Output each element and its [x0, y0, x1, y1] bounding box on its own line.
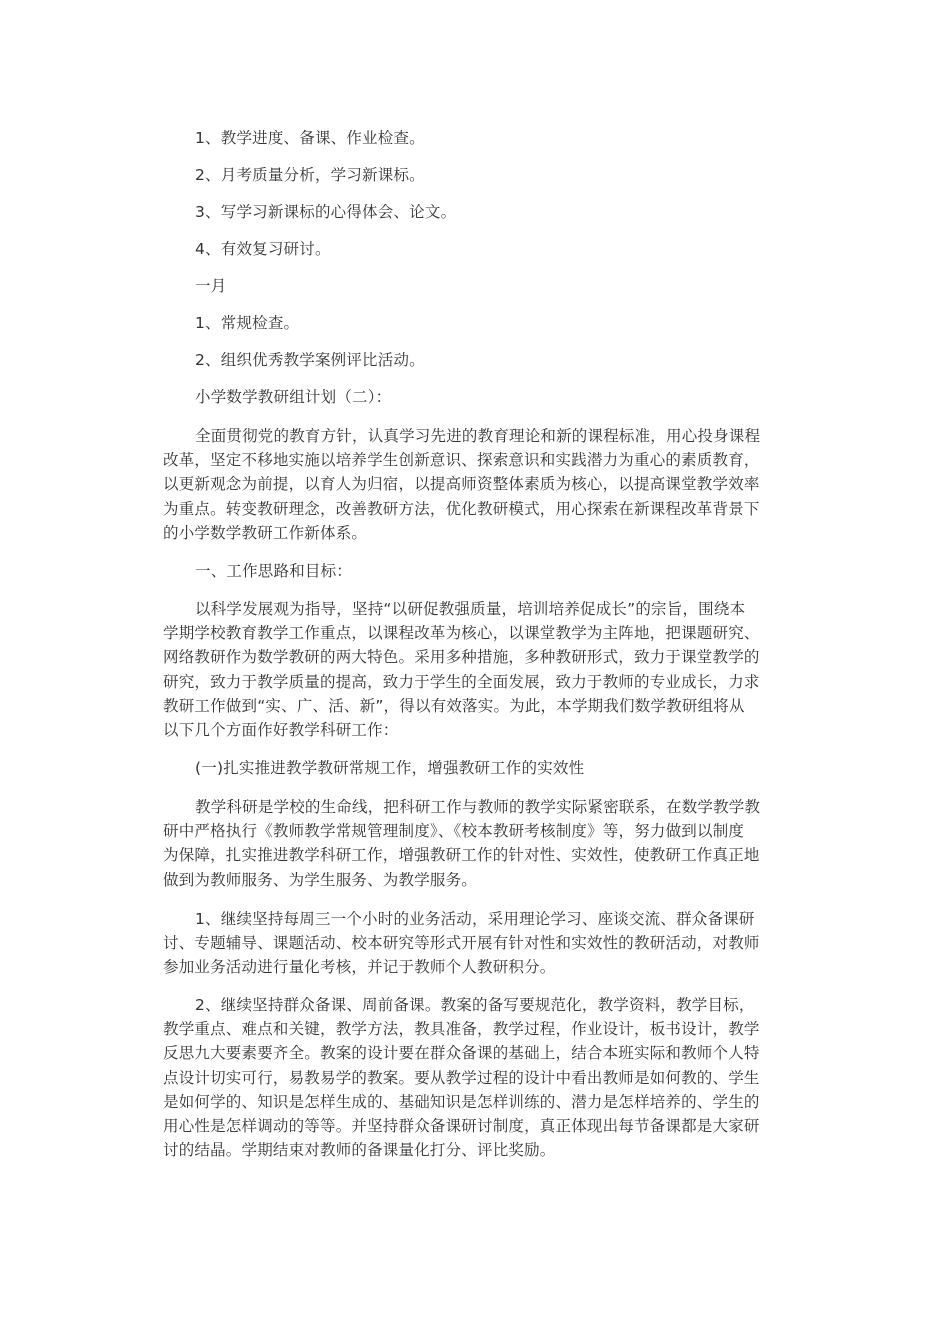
section1-paragraph [163, 597, 795, 742]
paragraph-line: 教研工作做到“实、广、活、新”，得以有效落实。为此，本学期我们数学教研组将从 [163, 696, 745, 715]
list-item: 1、教学进度、备课、作业检查。 [195, 129, 425, 147]
paragraph-line: 以下几个方面作好教学科研工作： [163, 721, 399, 740]
paragraph-line: 以更新观念为前提，以育人为归宿，以提高师资整体素质为核心，以提高课堂教学效率 [163, 475, 760, 494]
paragraph-line: 研中严格执行《教师教学常规管理制度》、《校本教研考核制度》等，努力做到以制度 [163, 822, 745, 841]
subsection-heading: (一)扎实推进教学教研常规工作，增强教研工作的实效性 [195, 759, 585, 777]
paragraph-line: 全面贯彻党的教育方针，认真学习先进的教育理论和新的课程标准，用心投身课程 [195, 427, 761, 445]
paragraph-line: 点设计切实可行，易教易学的教案。要从教学过程的设计中看出教师是如何教的、学生 [163, 1068, 760, 1087]
paragraph-line: 参加业务活动进行量化考核，并记于教师个人教研积分。 [163, 958, 556, 977]
paragraph-line: 讨、专题辅导、课题活动、校本研究等形式开展有针对性和实效性的教研活动，对教师 [163, 934, 760, 953]
paragraph-line: 教学重点、难点和关键，教学方法，教具准备，教学过程，作业设计，板书设计，教学 [163, 1020, 760, 1039]
section-heading: 一、工作思路和目标： [195, 562, 353, 580]
point1-paragraph [163, 907, 795, 980]
paragraph-line: 1、继续坚持每周三一个小时的业务活动，采用理论学习、座谈交流、群众备课研 [195, 910, 755, 928]
paragraph-line: 是如何学的、知识是怎样生成的、基础知识是怎样训练的、潜力是怎样培养的、学生的 [163, 1092, 760, 1111]
list-item: 2、月考质量分析，学习新课标。 [195, 166, 425, 184]
paragraph-line: 讨的结晶。学期结束对教师的备课量化打分、评比奖励。 [163, 1141, 556, 1160]
paragraph-line: 为保障，扎实推进教学科研工作，增强教研工作的针对性、实效性，使教研工作真正地 [163, 846, 760, 865]
paragraph-line: 以科学发展观为指导，坚持“以研促教强质量，培训培养促成长”的宗旨，围绕本 [195, 600, 746, 618]
list-item: 3、写学习新课标的心得体会、论文。 [195, 203, 457, 221]
paragraph-line: 研究，致力于教学质量的提高，致力于学生的全面发展，致力于教师的专业成长，力求 [163, 672, 760, 691]
paragraph-line: 教学科研是学校的生命线，把科研工作与教师的教学实际紧密联系，在数学教学教 [195, 798, 761, 816]
subsection1-paragraph [163, 795, 795, 892]
intro-paragraph [163, 424, 795, 545]
paragraph-line: 网络教研作为数学教研的两大特色。采用多种措施，多种教研形式，致力于课堂教学的 [163, 648, 760, 667]
plan-title: 小学数学教研组计划（二）： [195, 388, 392, 406]
month-heading: 一月 [195, 277, 227, 295]
paragraph-line: 用心性是怎样调动的等等。并坚持群众备课研讨制度，真正体现出每节备课都是大家研 [163, 1117, 760, 1136]
list-item: 2、组织优秀教学案例评比活动。 [195, 351, 425, 369]
paragraph-line: 2、继续坚持群众备课、周前备课。教案的备写要规范化，教学资料，教学目标， [195, 996, 755, 1014]
paragraph-line: 改革，坚定不移地实施以培养学生创新意识、探索意识和实践潜力为重心的素质教育， [163, 451, 760, 470]
paragraph-line: 学期学校教育教学工作重点，以课程改革为核心，以课堂教学为主阵地，把课题研究、 [163, 624, 760, 643]
paragraph-line: 做到为教师服务、为学生服务、为教学服务。 [163, 870, 478, 889]
paragraph-line: 的小学数学教研工作新体系。 [163, 523, 368, 542]
list-item: 1、常规检查。 [195, 314, 300, 332]
paragraph-line: 为重点。转变教研理念，改善教研方法，优化教研模式，用心探索在新课程改革背景下 [163, 499, 760, 518]
list-item: 4、有效复习研讨。 [195, 240, 331, 258]
paragraph-line: 反思九大要素要齐全。教案的设计要在群众备课的基础上，结合本班实际和教师个人特 [163, 1044, 760, 1063]
point2-paragraph [163, 993, 795, 1162]
